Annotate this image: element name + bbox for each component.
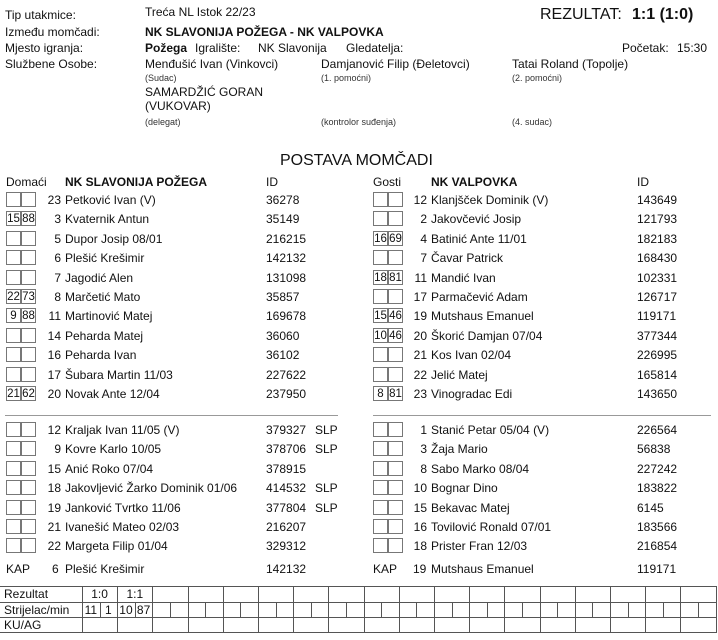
scorer-cell: 11 <box>84 602 98 617</box>
away-kap-label: KAP <box>373 562 398 576</box>
sub-box-in <box>373 367 388 382</box>
pocetak-label: Početak: <box>622 41 669 55</box>
sub-box-in <box>6 441 21 456</box>
tip-value: Treća NL Istok 22/23 <box>145 5 256 19</box>
player-number: 22 <box>413 367 427 382</box>
sub-box-min: 73 <box>22 291 35 303</box>
player-number: 7 <box>420 251 427 266</box>
player-id: 36102 <box>266 348 300 363</box>
player-name: Tovilović Ronald 07/01 <box>431 520 552 534</box>
results-col-line <box>170 602 171 618</box>
results-col-line <box>716 586 717 633</box>
sub-box-min <box>21 480 36 495</box>
player-id: 183566 <box>637 520 678 534</box>
results-col-line <box>698 602 699 618</box>
results-col-line <box>434 586 435 633</box>
results-col-line <box>276 602 277 618</box>
player-number: 12 <box>47 423 61 437</box>
sub-box-in <box>6 422 21 437</box>
away-id-label: ID <box>637 175 649 189</box>
sub-box-min <box>21 192 36 207</box>
player-name: Sabo Marko 08/04 <box>431 461 530 476</box>
sub-box-in: 21 <box>7 388 20 400</box>
player-number: 4 <box>420 231 427 246</box>
player-id: 237950 <box>266 387 307 401</box>
sub-box-in <box>373 500 388 515</box>
home-team-name: NK SLAVONIJA POŽEGA <box>65 175 208 189</box>
sub-box-min <box>388 480 403 495</box>
sub-box-min: 46 <box>389 310 402 323</box>
sub-box-in <box>373 192 388 207</box>
sub-box-in <box>373 289 388 304</box>
mjesto-value: Požega <box>145 41 188 55</box>
results-col-line <box>205 602 206 618</box>
sub-box-in <box>6 461 21 476</box>
player-id: 216215 <box>266 231 307 246</box>
player-number: 23 <box>47 193 61 207</box>
player-number: 9 <box>54 442 61 457</box>
player-name: Čavar Patrick <box>431 251 504 266</box>
player-name: Mandić Ivan <box>431 270 496 285</box>
home-kap-id: 142132 <box>266 562 307 576</box>
sub-box-in <box>6 367 21 382</box>
player-number: 3 <box>54 212 61 227</box>
player-name: Klanjšček Dominik (V) <box>431 193 549 207</box>
results-col-line <box>610 586 611 633</box>
player-number: 14 <box>47 328 61 343</box>
results-col-line <box>452 602 453 618</box>
izmedju-label: Između momčadi: <box>5 25 100 39</box>
player-name: Šubara Martin 11/03 <box>65 367 173 382</box>
away-kap-num: 19 <box>413 562 427 576</box>
sudac-name: Menđušić Ivan (Vinkovci) <box>145 57 279 71</box>
player-name: Martinović Matej <box>65 309 153 324</box>
sub-box-in <box>6 192 21 207</box>
player-name: Jagodić Alen <box>65 270 134 285</box>
player-id: 35857 <box>266 290 300 304</box>
score-cell: 1:0 <box>91 587 108 601</box>
sub-box-min <box>21 250 36 265</box>
player-id: 168430 <box>637 251 678 266</box>
gledatelja-label: Gledatelja: <box>346 41 404 55</box>
player-number: 16 <box>47 348 61 363</box>
results-col-line <box>364 586 365 633</box>
sub-box-in <box>373 519 388 534</box>
section-title: POSTAVA MOMČADI <box>280 152 433 169</box>
player-id: 226995 <box>637 348 678 363</box>
results-col-line <box>663 602 664 618</box>
results-col-line <box>540 586 541 633</box>
player-name: Bekavac Matej <box>431 500 510 515</box>
tip-label: Tip utakmice: <box>5 8 76 22</box>
results-col-line <box>680 586 681 633</box>
sub-box-min <box>388 538 403 553</box>
results-col-line <box>258 586 259 633</box>
player-name: Vinogradac Edi <box>431 387 513 401</box>
sub-box-min <box>21 441 36 456</box>
player-number: 6 <box>54 251 61 266</box>
sub-box-min <box>21 538 36 553</box>
player-id: 142132 <box>266 251 307 266</box>
results-col-line <box>522 602 523 618</box>
sudac-role: (Sudac) <box>145 73 177 83</box>
player-number: 7 <box>54 270 61 285</box>
player-name: Bognar Dino <box>431 481 498 496</box>
player-number: 17 <box>413 290 427 304</box>
player-id: 227242 <box>637 461 678 476</box>
player-id: 183822 <box>637 481 678 496</box>
player-number: 21 <box>47 520 61 534</box>
player-id: 379327 <box>266 423 307 437</box>
player-id: 216207 <box>266 520 307 534</box>
player-name: Peharda Ivan <box>65 348 137 363</box>
sub-box-in <box>6 250 21 265</box>
pomocni2-name: Tatai Roland (Topolje) <box>512 57 629 71</box>
sub-box-in: 8 <box>373 386 388 401</box>
player-name: Stanić Petar 05/04 (V) <box>431 423 550 437</box>
results-col-line <box>575 586 576 633</box>
player-number: 17 <box>47 367 61 382</box>
sub-box-in <box>373 250 388 265</box>
player-number: 8 <box>54 290 61 304</box>
player-id: 143650 <box>637 387 678 401</box>
player-name: Plešić Krešimir <box>65 251 145 266</box>
player-name: Janković Tvrtko 11/06 <box>65 500 181 515</box>
player-name: Jakovčević Josip <box>431 212 522 227</box>
player-number: 21 <box>413 348 427 363</box>
sub-box-in: 15 <box>7 213 20 226</box>
player-name: Jakovljević Žarko Dominik 01/06 <box>65 481 238 496</box>
sub-box-in <box>6 519 21 534</box>
player-number: 2 <box>420 212 427 227</box>
player-name: Margeta Filip 01/04 <box>65 539 168 554</box>
away-kap-name: Mutshaus Emanuel <box>431 562 534 576</box>
sudac4-role: (4. sudac) <box>512 117 553 127</box>
pomocni1-name: Damjanović Filip (Đeletovci) <box>321 57 470 71</box>
results-col-line <box>416 602 417 618</box>
sub-box-in <box>373 461 388 476</box>
player-id: 143649 <box>637 193 678 207</box>
player-id: 35149 <box>266 212 300 227</box>
home-kap-num: 6 <box>52 562 59 576</box>
results-col-line <box>469 586 470 633</box>
player-name: Škorić Damjan 07/04 <box>431 328 543 343</box>
sub-box-min <box>388 250 403 265</box>
player-number: 19 <box>413 309 427 324</box>
player-name: Kos Ivan 02/04 <box>431 348 512 363</box>
home-kap-name: Plešić Krešimir <box>65 562 145 576</box>
sub-box-in <box>6 500 21 515</box>
player-name: Žaja Mario <box>431 442 488 457</box>
results-col-line <box>240 602 241 618</box>
player-id: 121793 <box>637 212 678 227</box>
player-id: 227622 <box>266 367 307 382</box>
player-name: Ivanešić Mateo 02/03 <box>65 520 180 534</box>
delegat-role: (delegat) <box>145 117 181 127</box>
score-cell: 1:1 <box>126 587 144 601</box>
delegat-name-1: SAMARDŽIĆ GORAN <box>145 85 264 99</box>
player-id: 119171 <box>637 309 677 324</box>
player-id: 378915 <box>266 461 307 476</box>
player-name: Kovre Karlo 10/05 <box>65 442 162 457</box>
player-name: Parmačević Adam <box>431 290 528 304</box>
player-name: Marčetić Mato <box>65 290 141 304</box>
player-id: 182183 <box>637 231 678 246</box>
results-col-line <box>152 586 153 633</box>
away-team-name: NK VALPOVKA <box>431 175 518 189</box>
sub-box-min <box>388 211 403 226</box>
sub-box-in <box>6 480 21 495</box>
igraliste-label: Igralište: <box>195 41 241 55</box>
player-tag: SLP <box>315 500 338 515</box>
pomocni2-role: (2. pomoćni) <box>512 73 563 83</box>
sub-box-min: 81 <box>389 388 402 400</box>
sub-box-in <box>373 480 388 495</box>
sub-box-min <box>388 519 403 534</box>
player-number: 1 <box>420 423 427 437</box>
player-name: Kraljak Ivan 11/05 (V) <box>65 423 180 437</box>
sub-box-min: 62 <box>22 388 35 400</box>
results-col-line <box>628 602 629 618</box>
scorer-cell: 10 <box>119 602 133 617</box>
player-name: Peharda Matej <box>65 328 144 343</box>
player-tag: SLP <box>315 442 338 457</box>
strijelac-label: Strijelac/min <box>4 602 70 617</box>
player-name: Petković Ivan (V) <box>65 193 156 207</box>
player-number: 8 <box>420 461 427 476</box>
player-id: 169678 <box>266 309 307 324</box>
player-number: 16 <box>413 520 427 534</box>
away-kap-id: 119171 <box>637 562 677 576</box>
results-col-line <box>328 586 329 633</box>
player-number: 15 <box>47 461 61 476</box>
player-id: 226564 <box>637 423 678 437</box>
player-tag: SLP <box>315 423 338 437</box>
away-divider <box>373 415 711 416</box>
player-number: 3 <box>420 442 427 457</box>
sub-box-in <box>6 328 21 343</box>
player-id: 131098 <box>266 270 307 285</box>
sub-box-in <box>373 538 388 553</box>
results-col-line <box>223 586 224 633</box>
player-name: Anić Roko 07/04 <box>65 461 154 476</box>
sub-box-in: 9 <box>6 308 21 323</box>
results-col-line <box>399 586 400 633</box>
sub-box-min <box>388 347 403 362</box>
player-number: 18 <box>47 481 61 496</box>
player-number: 15 <box>413 500 427 515</box>
player-id: 377344 <box>637 328 678 343</box>
player-number: 5 <box>54 231 61 246</box>
results-col-line <box>188 586 189 633</box>
sub-box-min: 69 <box>389 232 402 245</box>
sub-box-min <box>388 192 403 207</box>
player-name: Novak Ante 12/04 <box>65 387 160 401</box>
results-col-line <box>346 602 347 618</box>
results-col-line <box>311 602 312 618</box>
results-col-line <box>504 586 505 633</box>
player-number: 19 <box>47 500 61 515</box>
rezultat-label: REZULTAT: <box>540 6 622 23</box>
player-number: 18 <box>413 539 427 554</box>
player-name: Jelić Matej <box>431 367 488 382</box>
player-id: 165814 <box>637 367 678 382</box>
sub-box-min: 88 <box>22 213 35 226</box>
player-id: 126717 <box>637 290 678 304</box>
kontrolor-role: (kontrolor suđenja) <box>321 117 397 127</box>
scorer-cell: 87 <box>136 602 151 617</box>
away-side-label: Gosti <box>373 175 402 189</box>
player-id: 329312 <box>266 539 307 554</box>
sub-box-min <box>21 367 36 382</box>
sub-box-min <box>388 441 403 456</box>
sub-box-in <box>373 441 388 456</box>
home-id-label: ID <box>266 175 278 189</box>
sub-box-min <box>21 347 36 362</box>
sub-box-in <box>373 422 388 437</box>
player-number: 11 <box>414 270 427 285</box>
sub-box-min <box>388 367 403 382</box>
pocetak-value: 15:30 <box>677 41 708 55</box>
sub-box-in <box>6 231 21 246</box>
sub-box-min <box>21 461 36 476</box>
player-number: 12 <box>413 193 427 207</box>
home-side-label: Domaći <box>6 175 47 189</box>
sub-box-in: 18 <box>374 271 387 284</box>
sub-box-min <box>388 500 403 515</box>
results-col-line <box>557 602 558 618</box>
sub-box-in <box>373 347 388 362</box>
scorer-cell: 1 <box>105 602 112 617</box>
player-id: 377804 <box>266 500 307 515</box>
player-id: 36060 <box>266 328 300 343</box>
sub-box-in <box>6 538 21 553</box>
sub-box-in <box>373 211 388 226</box>
sub-box-min <box>21 328 36 343</box>
player-name: Dupor Josip 08/01 <box>65 231 163 246</box>
results-col-line <box>381 602 382 618</box>
sub-box-min <box>21 500 36 515</box>
player-name: Kvaternik Antun <box>65 212 150 227</box>
sub-box-min <box>388 422 403 437</box>
results-col-line <box>487 602 488 618</box>
rezultat-value: 1:1 (1:0) <box>632 6 694 23</box>
player-id: 56838 <box>637 442 671 457</box>
sub-box-min <box>21 270 36 285</box>
delegat-name-2: (VUKOVAR) <box>145 99 211 113</box>
player-id: 102331 <box>637 270 678 285</box>
player-number: 20 <box>47 387 61 401</box>
player-number: 22 <box>47 539 61 554</box>
player-number: 11 <box>48 309 61 324</box>
player-id: 36278 <box>266 193 300 207</box>
sub-box-min: 81 <box>389 271 402 284</box>
player-number: 10 <box>413 481 427 496</box>
results-col-line <box>293 586 294 633</box>
player-id: 414532 <box>266 481 307 496</box>
izmedju-value: NK SLAVONIJA POŽEGA - NK VALPOVKA <box>145 25 384 39</box>
mjesto-label: Mjesto igranja: <box>5 41 84 55</box>
igraliste-value: NK Slavonija <box>258 41 327 55</box>
sub-box-min <box>21 422 36 437</box>
player-number: 23 <box>413 387 427 401</box>
sub-box-min <box>21 231 36 246</box>
player-id: 216854 <box>637 539 678 554</box>
kuag-label: KU/AG <box>4 618 42 632</box>
sub-box-in: 10 <box>374 329 387 342</box>
player-number: 20 <box>413 328 427 343</box>
sluzbene-label: Službene Osobe: <box>5 57 98 71</box>
home-kap-label: KAP <box>6 562 31 576</box>
sub-box-min: 46 <box>389 329 402 342</box>
player-id: 6145 <box>637 500 664 515</box>
sub-box-in: 16 <box>374 232 387 245</box>
home-divider <box>5 415 338 416</box>
sub-box-in <box>6 347 21 362</box>
rezultat-label: Rezultat <box>4 587 49 601</box>
results-col-line <box>592 602 593 618</box>
player-name: Mutshaus Emanuel <box>431 309 534 324</box>
sub-box-min: 88 <box>22 310 35 323</box>
sub-box-in: 15 <box>374 310 387 323</box>
sub-box-in <box>6 270 21 285</box>
sub-box-min <box>21 519 36 534</box>
sub-box-in: 22 <box>7 291 20 303</box>
pomocni1-role: (1. pomoćni) <box>321 73 372 83</box>
player-name: Batinić Ante 11/01 <box>431 231 527 246</box>
player-id: 378706 <box>266 442 307 457</box>
player-name: Prister Fran 12/03 <box>431 539 528 554</box>
sub-box-min <box>388 289 403 304</box>
player-tag: SLP <box>315 481 338 496</box>
results-col-line <box>645 586 646 633</box>
sub-box-min <box>388 461 403 476</box>
